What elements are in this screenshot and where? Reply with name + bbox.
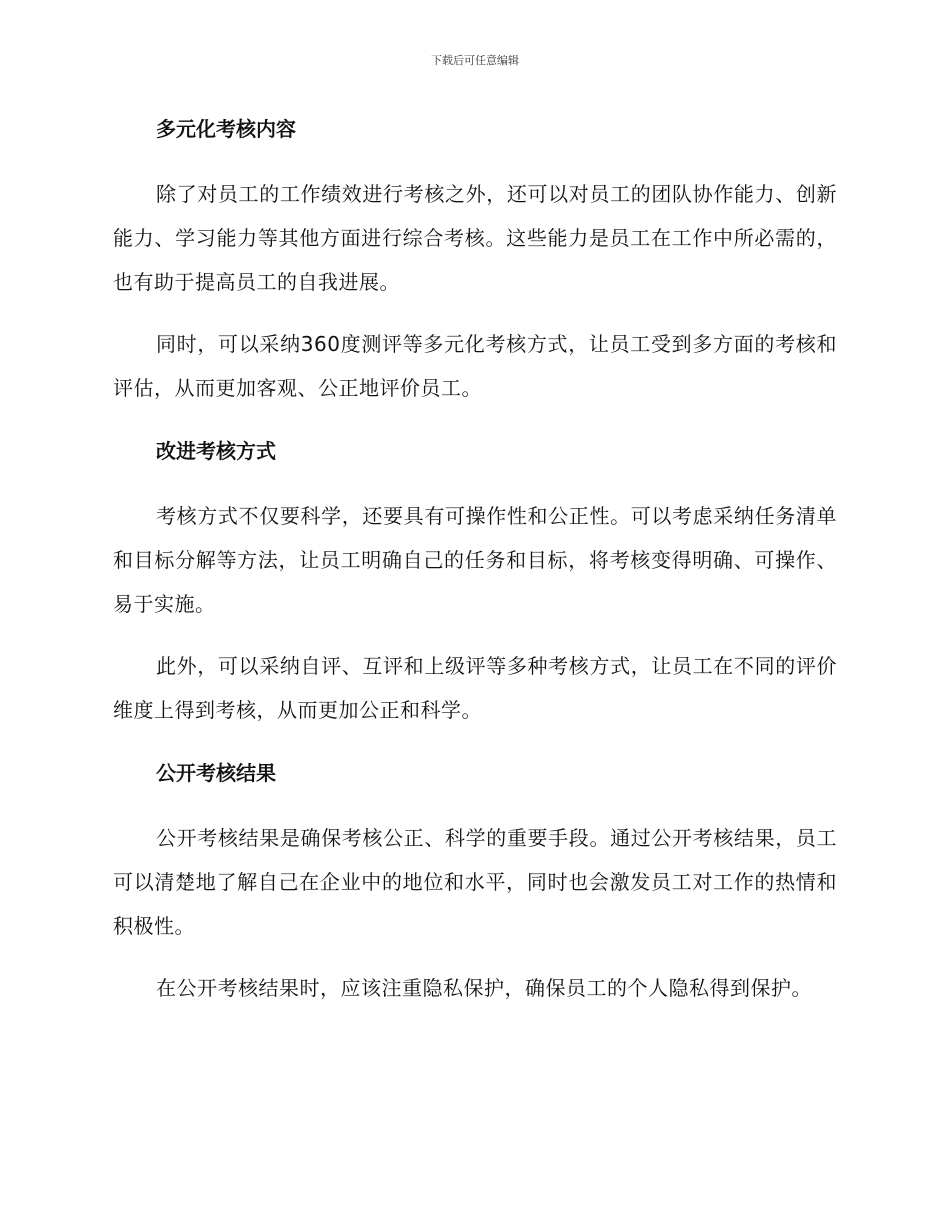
document-body	[113, 106, 837, 1028]
paragraph: 除了对员工的工作绩效进行考核之外，还可以对员工的团队协作能力、创新能力、学习能力等其他方面进行综合考核。这些能力是员工在工作中所必需的，也有助于提高员工的自我进展。	[113, 182, 837, 294]
paragraph: 此外，可以采纳自评、互评和上级评等多种考核方式，让员工在不同的评价维度上得到考核，从而更加公正和科学。	[113, 654, 837, 722]
paragraph: 同时，可以采纳360度测评等多元化考核方式，让员工受到多方面的考核和评估，从而更加客观、公正地评价员工。	[113, 332, 837, 400]
paragraph: 考核方式不仅要科学，还要具有可操作性和公正性。可以考虑采纳任务清单和目标分解等方法，让员工明确自己的任务和目标，将考核变得明确、可操作、易于实施。	[113, 504, 837, 616]
section-improve-method	[113, 428, 837, 732]
section-heading: 多元化考核内容	[156, 117, 296, 141]
page-header-note: 下载后可任意编辑	[431, 54, 519, 67]
paragraph: 在公开考核结果时，应该注重隐私保护，确保员工的个人隐私得到保护。	[156, 976, 812, 1000]
section-heading: 改进考核方式	[156, 439, 276, 463]
section-public-results	[113, 750, 837, 1010]
section-heading: 公开考核结果	[156, 761, 276, 785]
section-diversified-assessment	[113, 106, 837, 410]
paragraph: 公开考核结果是确保考核公正、科学的重要手段。通过公开考核结果，员工可以清楚地了解自己在企业中的地位和水平，同时也会激发员工对工作的热情和积极性。	[113, 826, 837, 938]
